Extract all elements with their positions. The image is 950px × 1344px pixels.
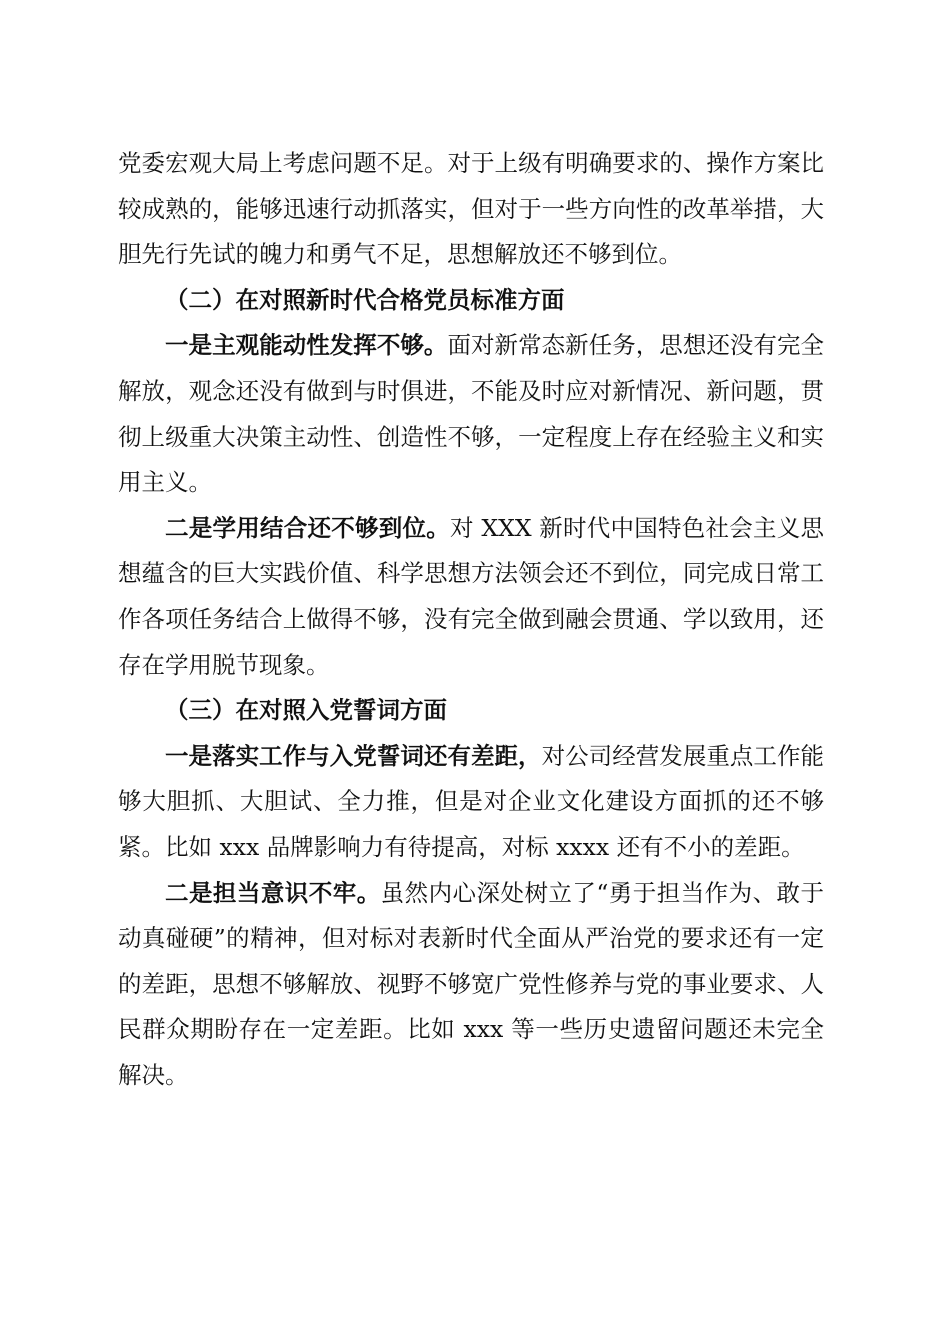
paragraph-lead: 二是担当意识不牢。 <box>165 878 381 907</box>
paragraph-study-application <box>118 506 824 688</box>
paragraph-continuation <box>118 141 824 278</box>
paragraph-lead: 二是学用结合还不够到位。 <box>165 513 450 542</box>
paragraph-responsibility <box>118 871 824 1099</box>
paragraph-oath-gap <box>118 734 824 871</box>
paragraph-text: 面对新常态新任务，思想还没有完全解放，观念还没有做到与时俱进，不能及时应对新情况、新问题，贯彻上级重大决策主动性、创造性不够，一定程度上存在经验主义和实用主义。 <box>118 331 825 497</box>
paragraph-initiative <box>118 323 824 505</box>
document-body <box>118 141 824 1098</box>
section-heading-3: （三）在对照入党誓词方面 <box>165 696 447 725</box>
section-heading-2: （二）在对照新时代合格党员标准方面 <box>165 285 565 314</box>
paragraph-lead: 一是落实工作与入党誓词还有差距， <box>165 741 542 770</box>
paragraph-text: 虽然内心深处树立了“勇于担当作为、敢于动真碰硬”的精神，但对标对表新时代全面从严治党的要求还有一定的差距，思想不够解放、视野不够宽广党性修养与党的事业要求、人民群众期盼存在一定差距。比如 xxx 等一些历史遗留问题还未完全解决。 <box>118 878 825 1089</box>
paragraph-text: 对 XXX 新时代中国特色社会主义思想蕴含的巨大实践价值、科学思想方法领会还不到位，同完成日常工作各项任务结合上做得不够，没有完全做到融会贯通、学以致用，还存在学用脱节现象。 <box>118 513 824 679</box>
paragraph-text: 党委宏观大局上考虑问题不足。对于上级有明确要求的、操作方案比较成熟的，能够迅速行动抓落实，但对于一些方向性的改革举措，大胆先行先试的魄力和勇气不足，思想解放还不够到位。 <box>118 149 824 269</box>
paragraph-lead: 一是主观能动性发挥不够。 <box>165 331 448 360</box>
paragraph-text: 对公司经营发展重点工作能够大胆抓、大胆试、全力推，但是对企业文化建设方面抓的还不够紧。比如 xxx 品牌影响力有待提高，对标 xxxx 还有不小的差距。 <box>118 741 825 861</box>
